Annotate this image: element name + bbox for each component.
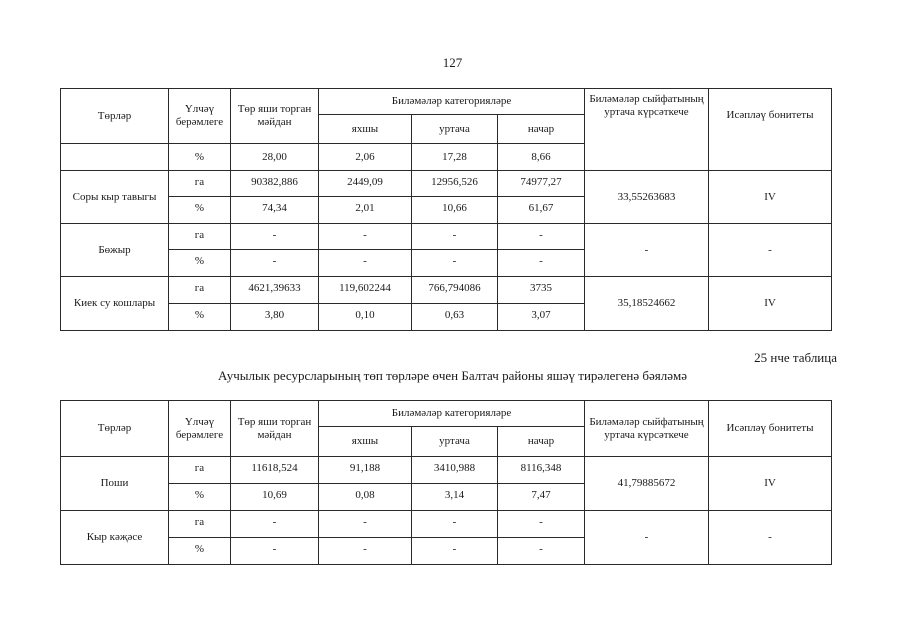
table-title: Аучылык ресурсларының төп төрләре өчен Балтач районы яшәү тирәлегенә бәяләмә bbox=[218, 368, 687, 383]
cell-unit: га bbox=[169, 171, 231, 197]
header-poor: начар bbox=[498, 115, 585, 144]
cell-bonitet: - bbox=[709, 511, 832, 565]
header-bonitet: Исәпләү бонитеты bbox=[709, 401, 832, 457]
cell-poor: - bbox=[498, 511, 585, 538]
header-medium: уртача bbox=[412, 115, 498, 144]
header-categories: Биләмәләр категорияләре bbox=[319, 401, 585, 427]
cell-poor: 74977,27 bbox=[498, 171, 585, 197]
cell-medium: 0,63 bbox=[412, 304, 498, 331]
header-unit: Үлчәү берәмлеге bbox=[169, 89, 231, 144]
cell-unit: га bbox=[169, 457, 231, 484]
header-medium: уртача bbox=[412, 427, 498, 457]
cell-quality: 35,18524662 bbox=[585, 277, 709, 331]
cell-good: - bbox=[319, 538, 412, 565]
header-types: Төрләр bbox=[61, 401, 169, 457]
header-quality: Биләмәләр сыйфатының уртача күрсәткече bbox=[585, 401, 709, 457]
cell-poor: 7,47 bbox=[498, 484, 585, 511]
header-area: Төр яши торган мәйдан bbox=[231, 401, 319, 457]
species-name: Кыр кәҗәсе bbox=[61, 511, 169, 565]
cell-poor: 3735 bbox=[498, 277, 585, 304]
cell-medium: - bbox=[412, 250, 498, 277]
species-name: Поши bbox=[61, 457, 169, 511]
cell-area: 90382,886 bbox=[231, 171, 319, 197]
cell-medium: 3,14 bbox=[412, 484, 498, 511]
cell-bonitet: IV bbox=[709, 277, 832, 331]
cell-good: 0,10 bbox=[319, 304, 412, 331]
cell-bonitet: IV bbox=[709, 457, 832, 511]
table-row bbox=[61, 457, 832, 484]
species-name: Соры кыр тавыгы bbox=[61, 171, 169, 224]
cell-area: 3,80 bbox=[231, 304, 319, 331]
cell-quality: - bbox=[585, 224, 709, 277]
cell-area: - bbox=[231, 250, 319, 277]
header-bonitet: Исәпләү бонитеты bbox=[709, 89, 832, 171]
species-name: Киек су кошлары bbox=[61, 277, 169, 331]
table-number: 25 нче таблица bbox=[754, 350, 837, 365]
cell-good: 2449,09 bbox=[319, 171, 412, 197]
cell-medium: - bbox=[412, 538, 498, 565]
cell-poor: 8116,348 bbox=[498, 457, 585, 484]
cell-good: 119,602244 bbox=[319, 277, 412, 304]
cell-unit: га bbox=[169, 277, 231, 304]
cell-area: 28,00 bbox=[231, 144, 319, 171]
cell-unit: % bbox=[169, 197, 231, 224]
cell-unit: % bbox=[169, 304, 231, 331]
cell-poor: 8,66 bbox=[498, 144, 585, 171]
cell-area: 10,69 bbox=[231, 484, 319, 511]
header-quality: Биләмәләр сыйфатының уртача күрсәткече bbox=[585, 89, 709, 171]
cell-good: - bbox=[319, 511, 412, 538]
cell-medium: 766,794086 bbox=[412, 277, 498, 304]
cell-unit: % bbox=[169, 484, 231, 511]
cell-unit: га bbox=[169, 224, 231, 250]
cell-good: - bbox=[319, 250, 412, 277]
cell-medium: 12956,526 bbox=[412, 171, 498, 197]
table-row bbox=[61, 511, 832, 538]
page-number: 127 bbox=[442, 55, 463, 70]
cell-quality: 41,79885672 bbox=[585, 457, 709, 511]
cell-bonitet: IV bbox=[709, 171, 832, 224]
header-types: Төрләр bbox=[61, 89, 169, 144]
table-row bbox=[61, 171, 832, 197]
cell-unit: % bbox=[169, 250, 231, 277]
header-categories: Биләмәләр категорияләре bbox=[319, 89, 585, 115]
cell-medium: 17,28 bbox=[412, 144, 498, 171]
cell-area: 4621,39633 bbox=[231, 277, 319, 304]
habitat-table-2 bbox=[60, 400, 832, 565]
cell-area: - bbox=[231, 538, 319, 565]
cell-poor: - bbox=[498, 250, 585, 277]
cell-area: - bbox=[231, 511, 319, 538]
cell-medium: - bbox=[412, 224, 498, 250]
cell-good: 0,08 bbox=[319, 484, 412, 511]
cell-area: 11618,524 bbox=[231, 457, 319, 484]
cell-medium: 3410,988 bbox=[412, 457, 498, 484]
table-row bbox=[61, 277, 832, 304]
cell-good: 91,188 bbox=[319, 457, 412, 484]
cell-unit: % bbox=[169, 144, 231, 171]
table-row bbox=[61, 224, 832, 250]
cell-unit: га bbox=[169, 511, 231, 538]
header-area: Төр яши торган мәйдан bbox=[231, 89, 319, 144]
cell-poor: - bbox=[498, 224, 585, 250]
header-good: яхшы bbox=[319, 115, 412, 144]
cell-bonitet: - bbox=[709, 224, 832, 277]
cell-good: 2,01 bbox=[319, 197, 412, 224]
habitat-table-1 bbox=[60, 88, 832, 331]
header-poor: начар bbox=[498, 427, 585, 457]
cell-quality: 33,55263683 bbox=[585, 171, 709, 224]
header-unit: Үлчәү берәмлеге bbox=[169, 401, 231, 457]
cell-medium: 10,66 bbox=[412, 197, 498, 224]
cell-poor: - bbox=[498, 538, 585, 565]
cell-quality: - bbox=[585, 511, 709, 565]
cell-good: - bbox=[319, 224, 412, 250]
header-good: яхшы bbox=[319, 427, 412, 457]
cell-unit: % bbox=[169, 538, 231, 565]
cell-medium: - bbox=[412, 511, 498, 538]
species-name: Бөжыр bbox=[61, 224, 169, 277]
cell-good: 2,06 bbox=[319, 144, 412, 171]
cell-poor: 3,07 bbox=[498, 304, 585, 331]
cell-area: - bbox=[231, 224, 319, 250]
cell-area: 74,34 bbox=[231, 197, 319, 224]
cell-poor: 61,67 bbox=[498, 197, 585, 224]
